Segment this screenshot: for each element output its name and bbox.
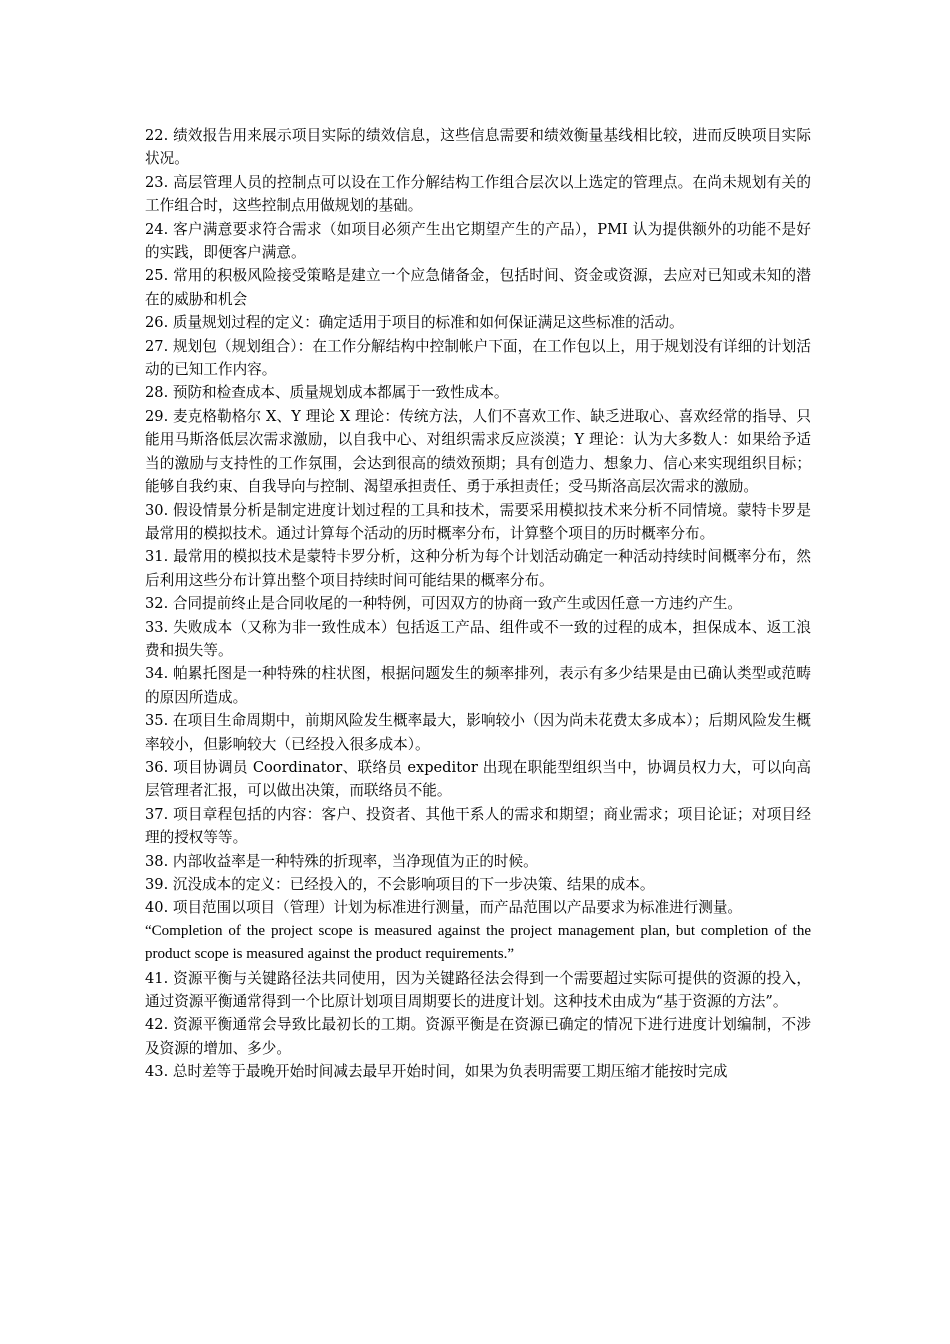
list-item-22: 22. 绩效报告用来展示项目实际的绩效信息，这些信息需要和绩效衡量基线相比较，进而反映项目实际状况。 — [145, 127, 811, 168]
list-item-41: 41. 资源平衡与关键路径法共同使用，因为关键路径法会得到一个需要超过实际可提供的资源的投入，通过资源平衡通常得到一个比原计划项目周期要长的进度计划。这种技术由成为“基于资源的方法”。 — [145, 969, 811, 1011]
list-item-23: 23. 高层管理人员的控制点可以设在工作分解结构工作组合层次以上选定的管理点。在尚未规划有关的工作组合时，这些控制点用做规划的基础。 — [145, 173, 811, 215]
list-item-34: 34. 帕累托图是一种特殊的柱状图，根据问题发生的频率排列，表示有多少结果是由已确认类型或范畴的原因所造成。 — [145, 665, 811, 706]
list-item-25: 25. 常用的积极风险接受策略是建立一个应急储备金，包括时间、资金或资源，去应对已知或未知的潜在的威胁和机会 — [145, 267, 811, 308]
list-item-36: 36. 项目协调员 Coordinator、联络员 expeditor 出现在职能型组织当中，协调员权力大，可以向高层管理者汇报，可以做出决策，而联络员不能。 — [145, 758, 811, 800]
english-quote: “Completion of the project scope is measured against the project management plan, but completion of the product scope is measured against the product requirements.” — [145, 922, 811, 963]
list-item-43: 43. 总时差等于最晚开始时间减去最早开始时间，如果为负表明需要工期压缩才能按时完成 — [145, 1063, 728, 1081]
list-item-37: 37. 项目章程包括的内容：客户、投资者、其他干系人的需求和期望；商业需求；项目论证；对项目经理的授权等等。 — [145, 805, 811, 847]
list-item-27: 27. 规划包（规划组合）：在工作分解结构中控制帐户下面，在工作包以上，用于规划没有详细的计划活动的已知工作内容。 — [145, 337, 811, 379]
list-item-33: 33. 失败成本（又称为非一致性成本）包括返工产品、组件或不一致的过程的成本，担保成本、返工浪费和损失等。 — [145, 618, 811, 659]
list-item-31: 31. 最常用的模拟技术是蒙特卡罗分析，这种分析为每个计划活动确定一种活动持续时间概率分布，然后利用这些分布计算出整个项目持续时间可能结果的概率分布。 — [145, 548, 811, 589]
document-body — [145, 124, 811, 1084]
list-item-26: 26. 质量规划过程的定义：确定适用于项目的标准和如何保证满足这些标准的活动。 — [145, 314, 684, 332]
list-item-39: 39. 沉没成本的定义：已经投入的，不会影响项目的下一步决策、结果的成本。 — [145, 876, 655, 893]
list-item-40: 40. 项目范围以项目（管理）计划为标准进行测量，而产品范围以产品要求为标准进行测量。 — [145, 899, 743, 917]
list-item-24: 24. 客户满意要求符合需求（如项目必须产生出它期望产生的产品），PMI 认为提供额外的功能不是好的实践，即便客户满意。 — [145, 220, 811, 262]
list-item-30: 30. 假设情景分析是制定进度计划过程的工具和技术，需要采用模拟技术来分析不同情境。蒙特卡罗是最常用的模拟技术。通过计算每个活动的历时概率分布，计算整个项目的历时概率分布。 — [145, 501, 811, 542]
list-item-42: 42. 资源平衡通常会导致比最初长的工期。资源平衡是在资源已确定的情况下进行进度计划编制，不涉及资源的增加、多少。 — [145, 1016, 811, 1057]
list-item-28: 28. 预防和检查成本、质量规划成本都属于一致性成本。 — [145, 384, 509, 402]
list-item-32: 32. 合同提前终止是合同收尾的一种特例，可因双方的协商一致产生或因任意一方违约产生。 — [145, 595, 743, 613]
list-item-35: 35. 在项目生命周期中，前期风险发生概率最大，影响较小（因为尚未花费太多成本）；后期风险发生概率较小，但影响较大（已经投入很多成本）。 — [145, 712, 811, 753]
list-item-38: 38. 内部收益率是一种特殊的折现率，当净现值为正的时候。 — [145, 852, 538, 870]
list-item-29: 29. 麦克格勒格尔 X、Y 理论 X 理论：传统方法，人们不喜欢工作、缺乏进取心、喜欢经常的指导、只能用马斯洛低层次需求激励，以自我中心、对组织需求反应淡漠；Y 理论：认为大多数人：如果给予适当的激励与支持性的工作氛围，会达到很高的绩效预期；具有创造力、想象力、信心来实现组织目标；能够自我约束、自我导向与控制、渴望承担责任、勇于承担责任；受马斯洛高层次需求的激励。 — [145, 407, 811, 496]
